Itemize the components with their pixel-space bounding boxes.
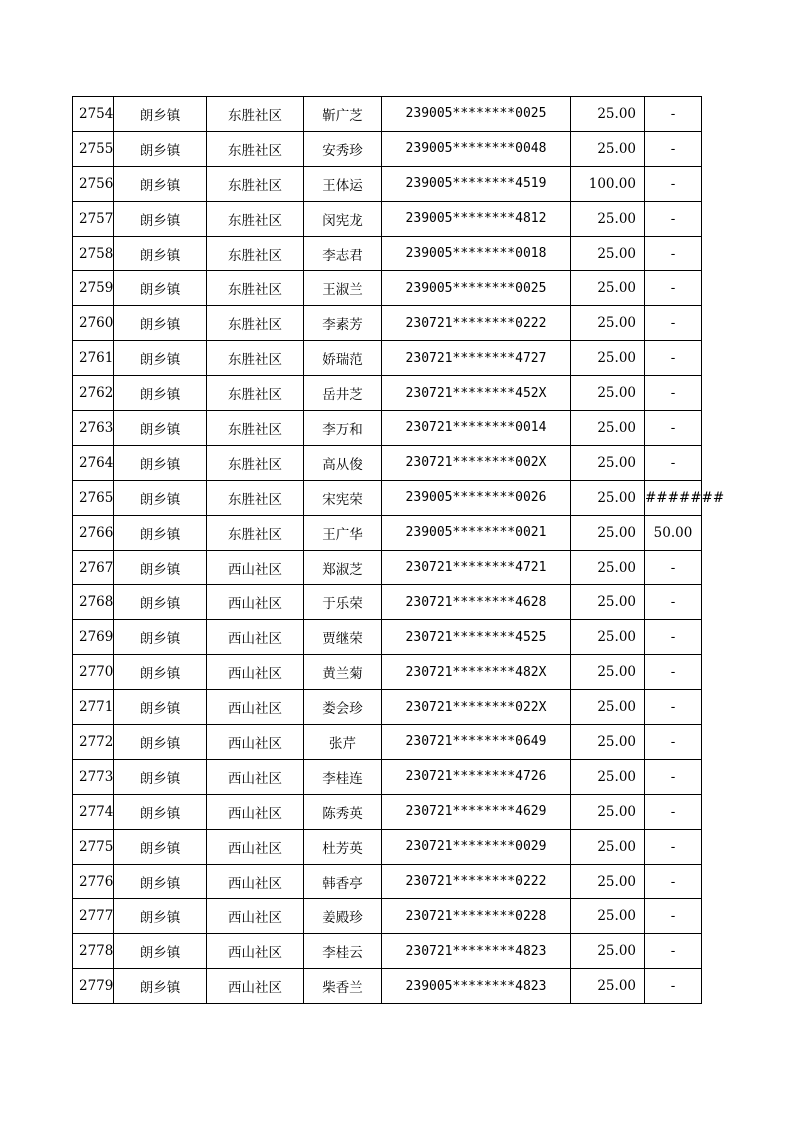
row-number-cell: 2771 (73, 690, 114, 725)
extra-amount-cell: - (645, 620, 702, 655)
row-number-cell: 2760 (73, 306, 114, 341)
town-cell: 朗乡镇 (114, 236, 207, 271)
row-number-cell: 2759 (73, 271, 114, 306)
community-cell: 东胜社区 (207, 131, 304, 166)
community-cell: 东胜社区 (207, 97, 304, 132)
amount-cell: 25.00 (571, 97, 645, 132)
person-name-cell: 王广华 (304, 515, 382, 550)
row-number-cell: 2776 (73, 864, 114, 899)
id-number-cell: 230721********002X (382, 445, 571, 480)
table-row (73, 899, 702, 934)
person-name-cell: 陈秀英 (304, 794, 382, 829)
row-number-cell: 2769 (73, 620, 114, 655)
extra-amount-cell: - (645, 969, 702, 1004)
id-number-cell: 239005********4812 (382, 201, 571, 236)
id-number-cell: 230721********0228 (382, 899, 571, 934)
amount-cell: 25.00 (571, 411, 645, 446)
extra-amount-cell: - (645, 585, 702, 620)
id-number-cell: 230721********452X (382, 376, 571, 411)
town-cell: 朗乡镇 (114, 794, 207, 829)
community-cell: 东胜社区 (207, 271, 304, 306)
community-cell: 西山社区 (207, 794, 304, 829)
table-row (73, 725, 702, 760)
town-cell: 朗乡镇 (114, 376, 207, 411)
community-cell: 东胜社区 (207, 480, 304, 515)
community-cell: 东胜社区 (207, 201, 304, 236)
data-table (72, 96, 725, 1004)
extra-amount-cell: - (645, 131, 702, 166)
row-number-cell: 2773 (73, 759, 114, 794)
extra-amount-cell: - (645, 829, 702, 864)
id-number-cell: 239005********0025 (382, 97, 571, 132)
table-row (73, 201, 702, 236)
extra-amount-cell: - (645, 97, 702, 132)
table-row (73, 445, 702, 480)
amount-cell: 25.00 (571, 864, 645, 899)
person-name-cell: 岳井芝 (304, 376, 382, 411)
town-cell: 朗乡镇 (114, 864, 207, 899)
id-number-cell: 230721********4823 (382, 934, 571, 969)
id-number-cell: 239005********0018 (382, 236, 571, 271)
amount-cell: 25.00 (571, 934, 645, 969)
document-page (72, 96, 725, 1004)
town-cell: 朗乡镇 (114, 97, 207, 132)
table-row (73, 411, 702, 446)
town-cell: 朗乡镇 (114, 306, 207, 341)
person-name-cell: 贾继荣 (304, 620, 382, 655)
amount-cell: 25.00 (571, 445, 645, 480)
table-body (73, 97, 725, 1004)
row-number-cell: 2767 (73, 550, 114, 585)
person-name-cell: 宋宪荣 (304, 480, 382, 515)
amount-cell: 25.00 (571, 655, 645, 690)
amount-cell: 25.00 (571, 550, 645, 585)
community-cell: 东胜社区 (207, 515, 304, 550)
amount-cell: 25.00 (571, 236, 645, 271)
person-name-cell: 王体运 (304, 166, 382, 201)
table-row (73, 550, 702, 585)
row-number-cell: 2766 (73, 515, 114, 550)
extra-amount-cell: - (645, 794, 702, 829)
row-number-cell: 2768 (73, 585, 114, 620)
community-cell: 西山社区 (207, 690, 304, 725)
row-number-cell: 2770 (73, 655, 114, 690)
extra-amount-cell: - (645, 550, 702, 585)
community-cell: 东胜社区 (207, 166, 304, 201)
row-number-cell: 2757 (73, 201, 114, 236)
extra-amount-cell: - (645, 899, 702, 934)
community-cell: 西山社区 (207, 550, 304, 585)
id-number-cell: 230721********482X (382, 655, 571, 690)
row-number-cell: 2756 (73, 166, 114, 201)
community-cell: 西山社区 (207, 864, 304, 899)
id-number-cell: 230721********0222 (382, 864, 571, 899)
table-row (73, 166, 702, 201)
community-cell: 西山社区 (207, 620, 304, 655)
id-number-cell: 230721********4726 (382, 759, 571, 794)
row-number-cell: 2779 (73, 969, 114, 1004)
person-name-cell: 于乐荣 (304, 585, 382, 620)
town-cell: 朗乡镇 (114, 725, 207, 760)
id-number-cell: 230721********0649 (382, 725, 571, 760)
town-cell: 朗乡镇 (114, 690, 207, 725)
table-row (73, 759, 702, 794)
row-number-cell: 2763 (73, 411, 114, 446)
table-row (73, 794, 702, 829)
extra-amount-cell: - (645, 376, 702, 411)
town-cell: 朗乡镇 (114, 899, 207, 934)
id-number-cell: 239005********0021 (382, 515, 571, 550)
amount-cell: 100.00 (571, 166, 645, 201)
row-number-cell: 2755 (73, 131, 114, 166)
person-name-cell: 张芹 (304, 725, 382, 760)
town-cell: 朗乡镇 (114, 585, 207, 620)
person-name-cell: 韩香亭 (304, 864, 382, 899)
amount-cell: 25.00 (571, 759, 645, 794)
community-cell: 西山社区 (207, 759, 304, 794)
extra-amount-cell: - (645, 341, 702, 376)
extra-amount-cell: - (645, 655, 702, 690)
town-cell: 朗乡镇 (114, 934, 207, 969)
id-number-cell: 230721********4727 (382, 341, 571, 376)
id-number-cell: 230721********4525 (382, 620, 571, 655)
amount-cell: 25.00 (571, 725, 645, 760)
id-number-cell: 230721********0014 (382, 411, 571, 446)
table-row (73, 480, 702, 515)
extra-amount-cell: - (645, 759, 702, 794)
row-number-cell: 2758 (73, 236, 114, 271)
extra-amount-cell: - (645, 725, 702, 760)
table-row (73, 271, 702, 306)
id-number-cell: 239005********4823 (382, 969, 571, 1004)
person-name-cell: 靳广芝 (304, 97, 382, 132)
table-row (73, 969, 702, 1004)
table-row (73, 515, 702, 550)
extra-amount-cell: - (645, 236, 702, 271)
amount-cell: 25.00 (571, 480, 645, 515)
table-row (73, 620, 702, 655)
extra-amount-cell: - (645, 411, 702, 446)
extra-amount-cell: 50.00 (645, 515, 702, 550)
person-name-cell: 李桂云 (304, 934, 382, 969)
row-number-cell: 2775 (73, 829, 114, 864)
town-cell: 朗乡镇 (114, 166, 207, 201)
community-cell: 西山社区 (207, 725, 304, 760)
row-number-cell: 2764 (73, 445, 114, 480)
row-number-cell: 2762 (73, 376, 114, 411)
town-cell: 朗乡镇 (114, 969, 207, 1004)
amount-cell: 25.00 (571, 341, 645, 376)
community-cell: 东胜社区 (207, 376, 304, 411)
table-row (73, 690, 702, 725)
person-name-cell: 李志君 (304, 236, 382, 271)
row-number-cell: 2754 (73, 97, 114, 132)
table-row (73, 97, 702, 132)
amount-cell: 25.00 (571, 515, 645, 550)
amount-cell: 25.00 (571, 899, 645, 934)
person-name-cell: 杜芳英 (304, 829, 382, 864)
extra-amount-cell: - (645, 864, 702, 899)
person-name-cell: 高从俊 (304, 445, 382, 480)
amount-cell: 25.00 (571, 306, 645, 341)
extra-amount-cell: - (645, 934, 702, 969)
amount-cell: 25.00 (571, 969, 645, 1004)
community-cell: 东胜社区 (207, 411, 304, 446)
extra-amount-cell: - (645, 201, 702, 236)
amount-cell: 25.00 (571, 829, 645, 864)
community-cell: 西山社区 (207, 899, 304, 934)
row-number-cell: 2772 (73, 725, 114, 760)
community-cell: 东胜社区 (207, 341, 304, 376)
table-row (73, 655, 702, 690)
extra-amount-cell: - (645, 690, 702, 725)
table-row (73, 306, 702, 341)
community-cell: 西山社区 (207, 829, 304, 864)
row-number-cell: 2777 (73, 899, 114, 934)
town-cell: 朗乡镇 (114, 131, 207, 166)
id-number-cell: 230721********0029 (382, 829, 571, 864)
town-cell: 朗乡镇 (114, 445, 207, 480)
amount-cell: 25.00 (571, 620, 645, 655)
person-name-cell: 李桂连 (304, 759, 382, 794)
id-number-cell: 239005********0048 (382, 131, 571, 166)
town-cell: 朗乡镇 (114, 480, 207, 515)
community-cell: 东胜社区 (207, 306, 304, 341)
person-name-cell: 娇瑞范 (304, 341, 382, 376)
table-row (73, 864, 702, 899)
table-row (73, 585, 702, 620)
table-row (73, 376, 702, 411)
person-name-cell: 王淑兰 (304, 271, 382, 306)
person-name-cell: 李万和 (304, 411, 382, 446)
extra-amount-cell: ####### (645, 480, 702, 515)
person-name-cell: 娄会珍 (304, 690, 382, 725)
town-cell: 朗乡镇 (114, 201, 207, 236)
table-row (73, 236, 702, 271)
id-number-cell: 230721********4629 (382, 794, 571, 829)
amount-cell: 25.00 (571, 585, 645, 620)
person-name-cell: 柴香兰 (304, 969, 382, 1004)
town-cell: 朗乡镇 (114, 759, 207, 794)
extra-amount-cell: - (645, 166, 702, 201)
id-number-cell: 239005********0025 (382, 271, 571, 306)
table-row (73, 131, 702, 166)
town-cell: 朗乡镇 (114, 341, 207, 376)
town-cell: 朗乡镇 (114, 550, 207, 585)
town-cell: 朗乡镇 (114, 620, 207, 655)
extra-amount-cell: - (645, 306, 702, 341)
person-name-cell: 黄兰菊 (304, 655, 382, 690)
row-number-cell: 2778 (73, 934, 114, 969)
community-cell: 西山社区 (207, 655, 304, 690)
amount-cell: 25.00 (571, 131, 645, 166)
extra-amount-cell: - (645, 445, 702, 480)
table-row (73, 341, 702, 376)
person-name-cell: 李素芳 (304, 306, 382, 341)
amount-cell: 25.00 (571, 794, 645, 829)
town-cell: 朗乡镇 (114, 271, 207, 306)
community-cell: 东胜社区 (207, 236, 304, 271)
id-number-cell: 230721********4721 (382, 550, 571, 585)
person-name-cell: 安秀珍 (304, 131, 382, 166)
row-number-cell: 2774 (73, 794, 114, 829)
town-cell: 朗乡镇 (114, 829, 207, 864)
person-name-cell: 姜殿珍 (304, 899, 382, 934)
amount-cell: 25.00 (571, 690, 645, 725)
town-cell: 朗乡镇 (114, 515, 207, 550)
amount-cell: 25.00 (571, 376, 645, 411)
row-number-cell: 2765 (73, 480, 114, 515)
id-number-cell: 230721********022X (382, 690, 571, 725)
community-cell: 西山社区 (207, 934, 304, 969)
amount-cell: 25.00 (571, 271, 645, 306)
id-number-cell: 239005********4519 (382, 166, 571, 201)
amount-cell: 25.00 (571, 201, 645, 236)
id-number-cell: 239005********0026 (382, 480, 571, 515)
town-cell: 朗乡镇 (114, 411, 207, 446)
extra-amount-cell: - (645, 271, 702, 306)
table-row (73, 934, 702, 969)
community-cell: 西山社区 (207, 585, 304, 620)
table-row (73, 829, 702, 864)
person-name-cell: 闵宪龙 (304, 201, 382, 236)
community-cell: 西山社区 (207, 969, 304, 1004)
id-number-cell: 230721********4628 (382, 585, 571, 620)
person-name-cell: 郑淑芝 (304, 550, 382, 585)
town-cell: 朗乡镇 (114, 655, 207, 690)
community-cell: 东胜社区 (207, 445, 304, 480)
row-number-cell: 2761 (73, 341, 114, 376)
id-number-cell: 230721********0222 (382, 306, 571, 341)
